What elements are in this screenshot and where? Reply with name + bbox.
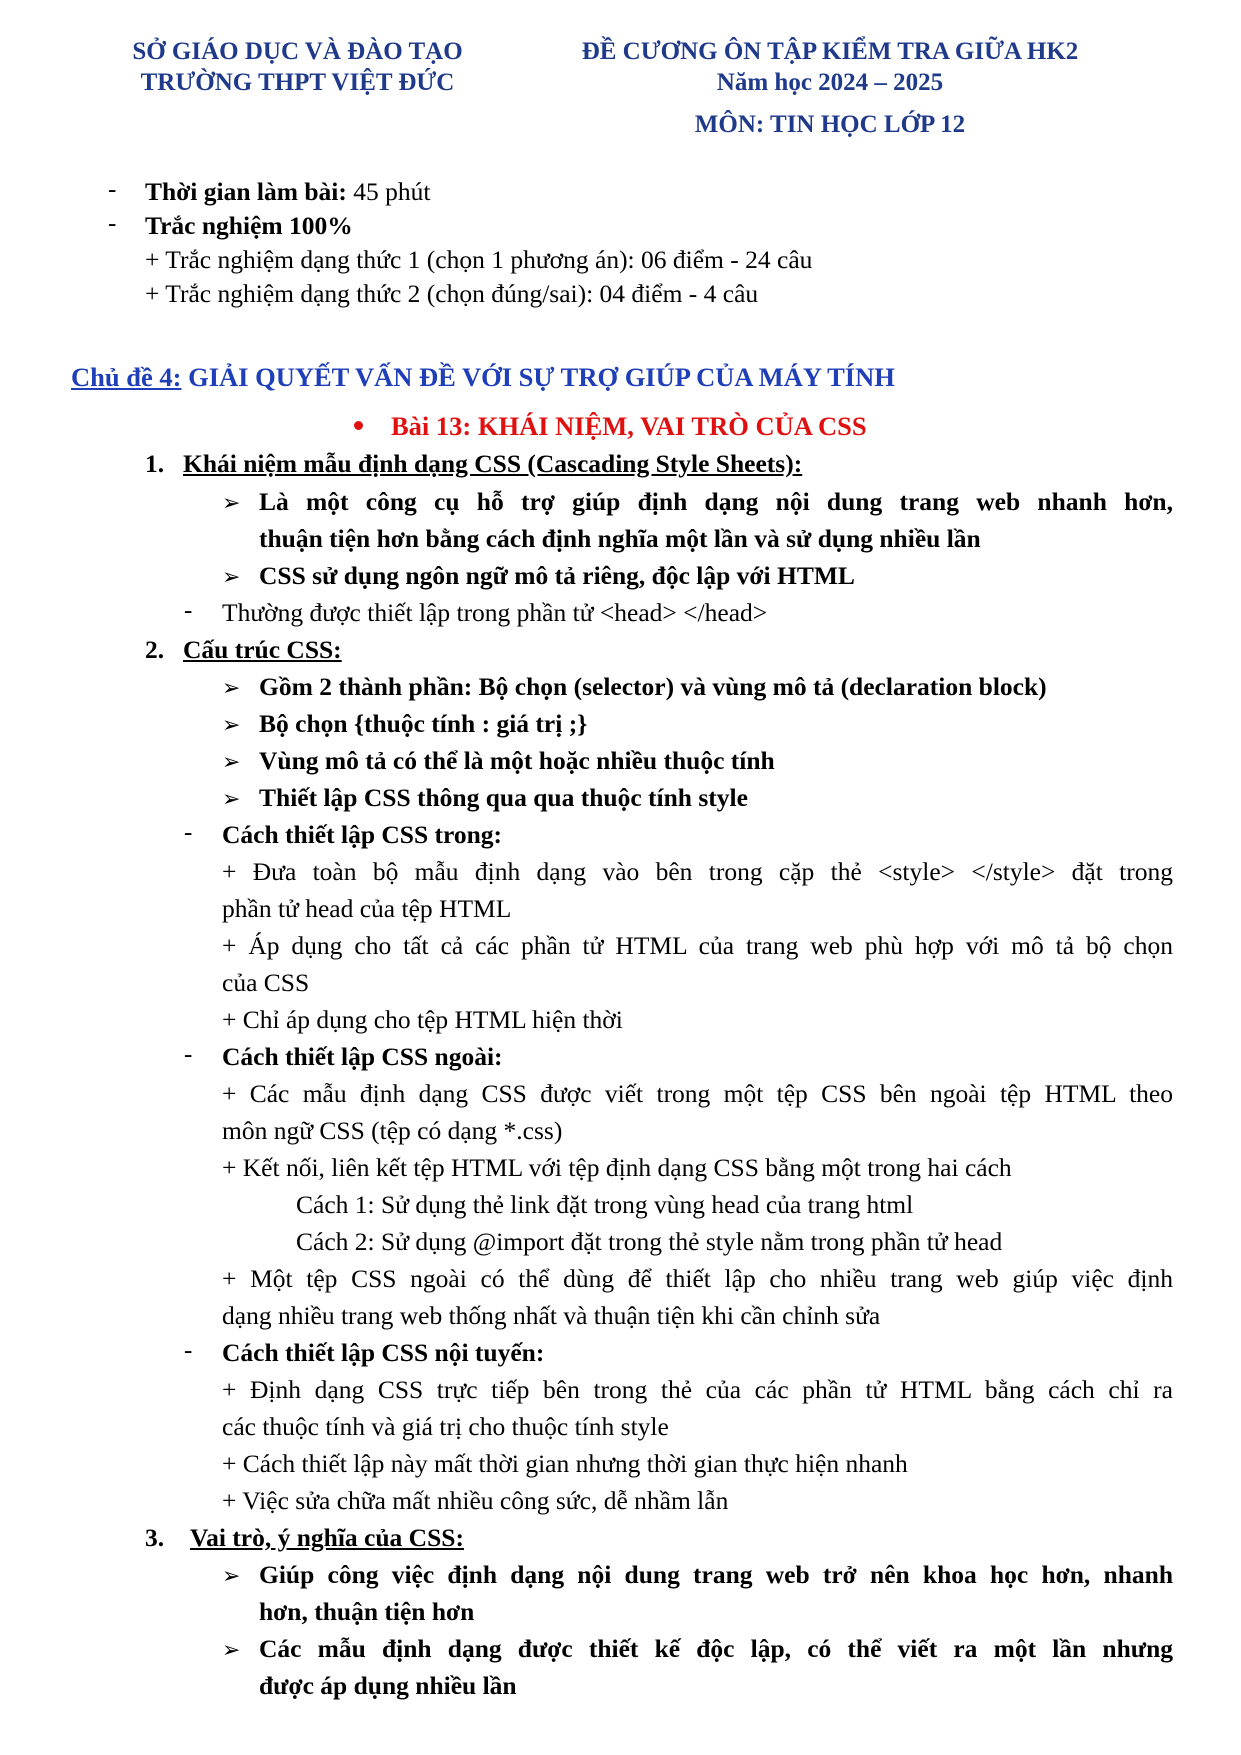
dash-bullet: - (184, 1041, 193, 1068)
arrow-bullet-icon: ➢ (222, 564, 241, 589)
document-header (545, 36, 1115, 140)
school-year: Năm học 2024 – 2025 (716, 69, 944, 96)
arrow-bullet-icon: ➢ (222, 786, 241, 811)
exam-format-dash: - (108, 210, 117, 237)
inline-css-p1-line-2: các thuộc tính và giá trị cho thuộc tính style (222, 1412, 669, 1441)
s3-bullet-1-line-2: hơn, thuận tiện hơn (259, 1597, 475, 1626)
school-header (100, 36, 495, 98)
dash-bullet: - (184, 1337, 193, 1364)
section-1-title: Khái niệm mẫu định dạng CSS (Cascading Style Sheets): (183, 449, 803, 478)
exam-time-dash: - (108, 176, 117, 203)
external-css-way-1: Cách 1: Sử dụng thẻ link đặt trong vùng head của trang html (296, 1190, 914, 1219)
inline-css-title: Cách thiết lập CSS nội tuyến: (222, 1338, 545, 1367)
s3-bullet-2-line-1: Các mẫu định dạng được thiết kế độc lập, có thể viết ra một lần nhưng (259, 1634, 1173, 1663)
external-css-p3-line-1: + Một tệp CSS ngoài có thể dùng để thiết lập cho nhiều trang web giúp việc định (222, 1264, 1173, 1293)
inline-css-p3: + Việc sửa chữa mất nhiều công sức, dễ nhầm lẫn (222, 1486, 729, 1515)
exam-time (145, 176, 430, 208)
internal-css-p1-line-1: + Đưa toàn bộ mẫu định dạng vào bên trong cặp thẻ <style> </style> đặt trong (222, 857, 1173, 886)
exam-time-value: 45 phút (346, 177, 431, 206)
school-name: TRƯỜNG THPT VIỆT ĐỨC (140, 69, 455, 96)
s3-bullet-1-line-1: Giúp công việc định dạng nội dung trang web trở nên khoa học hơn, nhanh (259, 1560, 1173, 1589)
external-css-p1-line-1: + Các mẫu định dạng CSS được viết trong một tệp CSS bên ngoài tệp HTML theo (222, 1079, 1173, 1108)
topic-title: GIẢI QUYẾT VẤN ĐỀ VỚI SỰ TRỢ GIÚP CỦA MÁY TÍNH (181, 362, 895, 392)
s2-bullet-4: Thiết lập CSS thông qua qua thuộc tính style (259, 783, 748, 812)
exam-time-label: Thời gian làm bài: (145, 177, 347, 206)
s1-bullet-2: CSS sử dụng ngôn ngữ mô tả riêng, độc lập với HTML (259, 561, 855, 590)
s1-dash-1: Thường được thiết lập trong phần tử <head> </head> (222, 598, 768, 627)
lesson-bullet-icon (354, 421, 363, 430)
internal-css-p1-line-2: phần tử head của tệp HTML (222, 894, 512, 923)
dash-bullet: - (184, 597, 193, 624)
internal-css-p2-line-1: + Áp dụng cho tất cả các phần tử HTML của trang web phù hợp với mô tả bộ chọn (222, 931, 1173, 960)
lesson-title: Bài 13: KHÁI NIỆM, VAI TRÒ CỦA CSS (391, 411, 867, 441)
s2-bullet-2: Bộ chọn {thuộc tính : giá trị ;} (259, 709, 588, 738)
section-2-title: Cấu trúc CSS: (183, 635, 342, 664)
external-css-p3-line-2: dạng nhiều trang web thống nhất và thuận tiện khi cần chỉnh sửa (222, 1301, 881, 1330)
subject-title: MÔN: TIN HỌC LỚP 12 (694, 111, 966, 138)
inline-css-p2: + Cách thiết lập này mất thời gian nhưng thời gian thực hiện nhanh (222, 1449, 908, 1478)
exam-type-2: + Trắc nghiệm dạng thức 2 (chọn đúng/sai): 04 điểm - 4 câu (145, 279, 759, 308)
inline-css-p1-line-1: + Định dạng CSS trực tiếp bên trong thẻ của các phần tử HTML bằng cách chỉ ra (222, 1375, 1173, 1404)
s1-bullet-1-line-1: Là một công cụ hỗ trợ giúp định dạng nội dung trang web nhanh hơn, (259, 487, 1173, 516)
arrow-bullet-icon: ➢ (222, 712, 241, 737)
arrow-bullet-icon: ➢ (222, 1637, 241, 1662)
s1-bullet-1-line-2: thuận tiện hơn bằng cách định nghĩa một lần và sử dụng nhiều lần (259, 524, 981, 553)
external-css-way-2: Cách 2: Sử dụng @import đặt trong thẻ style nằm trong phần tử head (296, 1227, 1003, 1256)
arrow-bullet-icon: ➢ (222, 675, 241, 700)
section-3-title: Vai trò, ý nghĩa của CSS: (190, 1523, 464, 1552)
section-1-number: 1. (145, 449, 165, 478)
arrow-bullet-icon: ➢ (222, 1563, 241, 1588)
exam-format-label: Trắc nghiệm 100% (145, 211, 353, 240)
dash-bullet: - (184, 819, 193, 846)
document-title: ĐỀ CƯƠNG ÔN TẬP KIỂM TRA GIỮA HK2 (581, 38, 1079, 65)
external-css-p2: + Kết nối, liên kết tệp HTML với tệp định dạng CSS bằng một trong hai cách (222, 1153, 1012, 1182)
topic-label: Chủ đề 4: (71, 362, 182, 392)
topic-heading (71, 361, 895, 393)
arrow-bullet-icon: ➢ (222, 749, 241, 774)
department-name: SỞ GIÁO DỤC VÀ ĐÀO TẠO (132, 38, 463, 65)
arrow-bullet-icon: ➢ (222, 490, 241, 515)
exam-type-1: + Trắc nghiệm dạng thức 1 (chọn 1 phương án): 06 điểm - 24 câu (145, 245, 813, 274)
s3-bullet-2-line-2: được áp dụng nhiều lần (259, 1671, 517, 1700)
s2-bullet-3: Vùng mô tả có thể là một hoặc nhiều thuộc tính (259, 746, 775, 775)
s2-bullet-1: Gồm 2 thành phần: Bộ chọn (selector) và vùng mô tả (declaration block) (259, 672, 1047, 701)
internal-css-p3: + Chỉ áp dụng cho tệp HTML hiện thời (222, 1005, 623, 1034)
internal-css-title: Cách thiết lập CSS trong: (222, 820, 503, 849)
section-2-number: 2. (145, 635, 165, 664)
section-3-number: 3. (145, 1523, 165, 1552)
external-css-p1-line-2: môn ngữ CSS (tệp có dạng *.css) (222, 1116, 563, 1145)
external-css-title: Cách thiết lập CSS ngoài: (222, 1042, 503, 1071)
internal-css-p2-line-2: của CSS (222, 968, 310, 997)
